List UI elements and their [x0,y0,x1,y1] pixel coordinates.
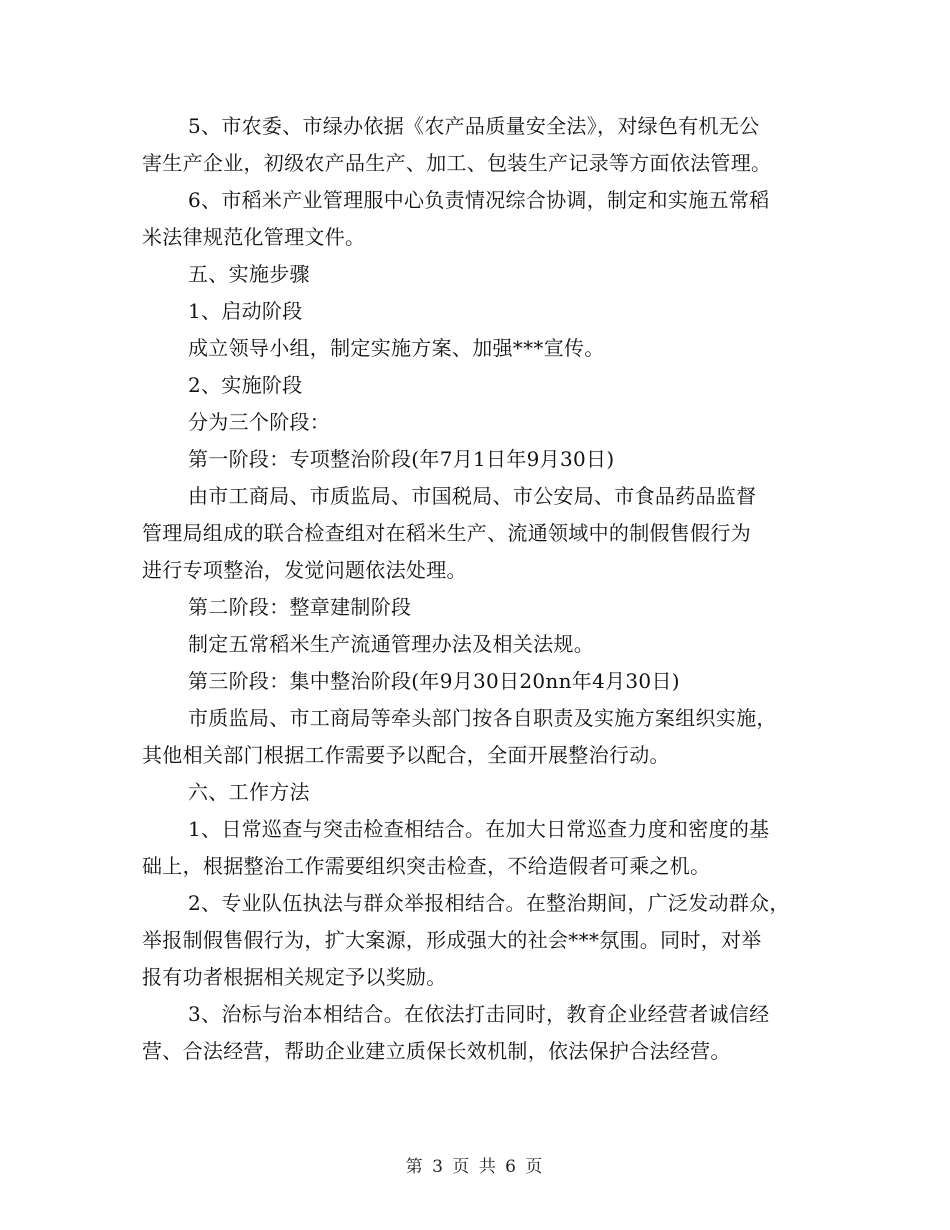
subheading-startup [142,293,822,330]
text-line: 3、治标与治本相结合。在依法打击同时，教育企业经营者诚信经 [188,1002,770,1026]
text-line: 5、市农委、市绿办依据《农产品质量安全法》，对绿色有机无公 [188,114,760,138]
text-line: 营、合法经营，帮助企业建立质保长效机制，依法保护合法经营。 [142,1039,731,1063]
stage-one-heading [142,441,822,478]
paragraph-startup-desc [142,330,822,367]
text-line: 2、实施阶段 [188,373,303,397]
text-line: 举报制假售假行为，扩大案源，形成强大的社会***氛围。同时，对举 [142,928,762,952]
paragraph-three-stages [142,404,822,441]
text-line: 2、专业队伍执法与群众举报相结合。在整治期间，广泛发动群众， [188,891,790,915]
text-line: 由市工商局、市质监局、市国税局、市公安局、市食品药品监督 [188,484,757,508]
stage-three-heading [142,663,822,700]
paragraph-stage-one [142,478,822,589]
text-line: 制定五常稻米生产流通管理办法及相关法规。 [188,632,594,656]
text-line: 进行专项整治，发觉问题依法处理。 [142,558,467,582]
text-line: 础上，根据整治工作需要组织突击检查，不给造假者可乘之机。 [142,854,711,878]
paragraph-item-6 [142,182,822,256]
section-heading-six [142,774,822,811]
text-line: 1、启动阶段 [188,299,303,323]
page-footer: 第 3 页 共 6 页 [405,1157,545,1177]
paragraph-method-1 [142,811,822,885]
text-line: 1、日常巡查与突击检查相结合。在加大日常巡查力度和密度的基 [188,817,770,841]
paragraph-method-2 [142,885,822,996]
text-line: 第三阶段：集中整治阶段(年9月30日20nn年4月30日) [188,669,680,693]
paragraph-item-5 [142,108,822,182]
text-line: 6、市稻米产业管理服中心负责情况综合协调，制定和实施五常稻 [188,188,770,212]
stage-two-heading [142,589,822,626]
text-line: 五、实施步骤 [188,262,310,286]
subheading-implementation [142,367,822,404]
paragraph-stage-three [142,700,822,774]
text-line: 报有功者根据相关规定予以奖励。 [142,965,447,989]
text-line: 米法律规范化管理文件。 [142,225,366,249]
text-line: 市质监局、市工商局等牵头部门按各自职责及实施方案组织实施， [188,706,777,730]
paragraph-stage-two [142,626,822,663]
text-line: 其他相关部门根据工作需要予以配合，全面开展整治行动。 [142,743,670,767]
text-line: 害生产企业，初级农产品生产、加工、包装生产记录等方面依法管理。 [142,151,772,175]
text-line: 管理局组成的联合检查组对在稻米生产、流通领域中的制假售假行为 [142,521,751,545]
paragraph-method-3 [142,996,822,1070]
text-line: 第一阶段：专项整治阶段(年7月1日年9月30日) [188,447,615,471]
text-line: 分为三个阶段： [188,410,331,434]
text-line: 第二阶段：整章建制阶段 [188,595,412,619]
section-heading-five [142,256,822,293]
text-line: 成立领导小组，制定实施方案、加强***宣传。 [188,336,605,360]
text-line: 六、工作方法 [188,780,310,804]
